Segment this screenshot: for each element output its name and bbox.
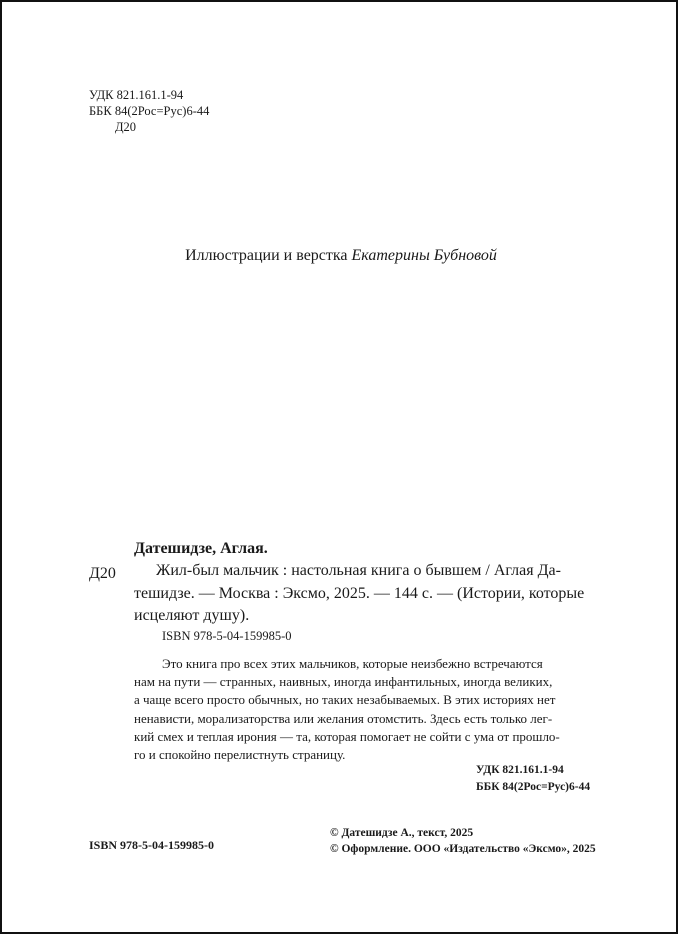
copyright-design: © Оформление. ООО «Издательство «Эксмо», 2025 [330,843,596,855]
annotation-line: а чаще всего просто обычных, но таких незабываемых. В этих историях нет [134,692,556,708]
bbk-code: ББК 84(2Рос=Рус)6-44 [89,104,210,118]
catalog-author-sign: Д20 [89,565,116,582]
credit-prefix: Иллюстрации и верстка [185,247,352,264]
copyright-text: © Датешидзе А., текст, 2025 [330,827,474,839]
catalog-description [134,560,594,628]
copyright-block [330,825,596,857]
illustration-credit [2,247,678,265]
description-line: тешидзе. — Москва : Эксмо, 2025. — 144 с. — (Истории, которые [134,584,585,602]
bbk-code-bottom: ББК 84(2Рос=Рус)6-44 [476,781,591,793]
udk-code-bottom: УДК 821.161.1-94 [476,764,564,776]
description-line: исцеляют душу). [134,607,250,624]
classification-bottom [476,762,590,796]
annotation [134,655,560,764]
isbn-bottom: ISBN 978-5-04-159985-0 [89,838,214,852]
udk-code: УДК 821.161.1-94 [89,88,184,102]
annotation-line: ненависти, морализаторства или желания отомстить. Здесь есть только лег- [134,710,553,726]
credit-name: Екатерины Бубновой [351,247,497,264]
description-line: Жил-был мальчик : настольная книга о бывшем / Аглая Да- [156,562,561,579]
annotation-line: го и спокойно перелистнуть страницу. [134,747,346,763]
annotation-line: Это книга про всех этих мальчиков, которые неизбежно встречаются [162,656,543,671]
catalog-author: Датешидзе, Аглая. [134,540,268,557]
classification-top [89,87,209,135]
annotation-line: нам на пути — странных, наивных, иногда инфантильных, иногда великих, [134,674,553,690]
author-sign: Д20 [115,120,137,134]
catalog-isbn: ISBN 978-5-04-159985-0 [162,629,292,643]
annotation-line: кий смех и теплая ирония — та, которая помогает не сойти с ума от прошло- [134,728,560,744]
